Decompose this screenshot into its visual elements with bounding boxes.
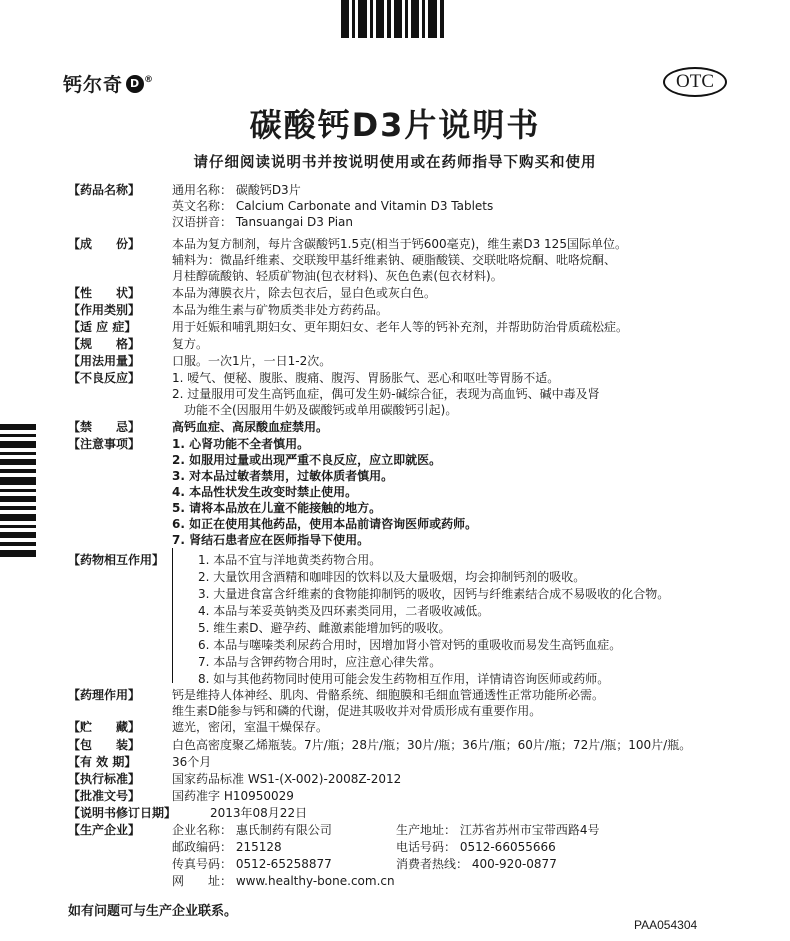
interactions-bracket (172, 548, 188, 683)
section-label: 【禁 忌】 (68, 420, 141, 434)
phone-number: 电话号码： 0512-66055666 (396, 840, 556, 854)
precaution-item: 3. 对本品过敏者禁用，过敏体质者慎用。 (172, 469, 394, 483)
precaution-item: 2. 如服用过量或出现严重不良反应，应立即就医。 (172, 453, 442, 467)
postcode: 邮政编码： 215128 (172, 840, 282, 854)
dosage-text: 口服。一次1片，一日1-2次。 (172, 354, 332, 368)
section-contraindications (68, 419, 768, 435)
section-label: 【贮 藏】 (68, 720, 141, 734)
contraindications-text: 高钙血症、高尿酸血症禁用。 (172, 420, 329, 434)
pharmacology-line: 钙是维持人体神经、肌肉、骨骼系统、细胞膜和毛细血管通透性正常功能所必需。 (172, 688, 605, 702)
section-label: 【药物相互作用】 (68, 553, 165, 567)
section-label: 【药品名称】 (68, 183, 141, 197)
section-label: 【批准文号】 (68, 789, 141, 803)
precaution-item: 4. 本品性状发生改变时禁止使用。 (172, 485, 358, 499)
pharmacology-line: 维生素D能参与钙和磷的代谢，促进其吸收并对骨质形成有重要作用。 (172, 704, 542, 718)
footer-contact-note: 如有问题可与生产企业联系。 (68, 904, 238, 919)
section-package (68, 737, 768, 753)
storage-text: 遮光，密闭，室温干燥保存。 (172, 720, 329, 734)
section-label: 【包 装】 (68, 738, 141, 752)
interaction-item: 5. 维生素D、避孕药、雌激素能增加钙的吸收。 (198, 621, 451, 635)
section-manufacturer (68, 822, 768, 886)
section-ingredients (68, 236, 768, 284)
interaction-item: 3. 大量进食富含纤维素的食物能抑制钙的吸收，因钙与纤维素结合成不易吸收的化合物。 (198, 587, 670, 601)
package-text: 白色高密度聚乙烯瓶装。7片/瓶；28片/瓶；30片/瓶；36片/瓶；60片/瓶；72片/瓶；100片/瓶。 (172, 738, 692, 752)
document-subtitle: 请仔细阅读说明书并按说明使用或在药师指导下购买和使用 (193, 155, 597, 171)
document-title: 碳酸钙D3片说明书 (249, 106, 541, 144)
interaction-item: 7. 本品与含钾药物合用时，应注意心律失常。 (198, 655, 442, 669)
interaction-item: 4. 本品与苯妥英钠类及四环素类同用，二者吸收减低。 (198, 604, 490, 618)
section-label: 【药理作用】 (68, 688, 141, 702)
section-category (68, 302, 768, 318)
section-drug-name (68, 182, 768, 230)
appearance-text: 本品为薄膜衣片，除去包衣后，显白色或灰白色。 (172, 286, 437, 300)
section-validity (68, 754, 768, 770)
adverse-line: 功能不全(因服用牛奶及碳酸钙或单用碳酸钙引起)。 (184, 403, 458, 417)
indications-text: 用于妊娠和哺乳期妇女、更年期妇女、老年人等的钙补充剂，并帮助防治骨质疏松症。 (172, 320, 629, 334)
precaution-item: 1. 心肾功能不全者慎用。 (172, 437, 310, 451)
approval-text: 国药准字 H10950029 (172, 789, 294, 803)
precaution-item: 6. 如正在使用其他药品，使用本品前请咨询医师或药师。 (172, 517, 478, 531)
consumer-hotline: 消费者热线： 400-920-0877 (396, 857, 557, 871)
side-barcode (0, 424, 36, 602)
section-standard (68, 771, 768, 787)
section-label: 【注意事项】 (68, 437, 141, 451)
section-label: 【生产企业】 (68, 823, 141, 837)
adverse-line: 1. 嗳气、便秘、腹胀、腹痛、腹泻、胃肠胀气、恶心和呕吐等胃肠不适。 (172, 371, 560, 385)
ingredients-line: 月桂醇硫酸钠、轻质矿物油(包衣材料)、灰色色素(包衣材料)。 (172, 269, 503, 283)
website: 网 址： www.healthy-bone.com.cn (172, 874, 395, 888)
section-label: 【有 效 期】 (68, 755, 137, 769)
generic-name: 通用名称： 碳酸钙D3片 (172, 183, 301, 197)
ingredients-line: 辅料为：微晶纤维素、交联羧甲基纤维素钠、硬脂酸镁、交联吡咯烷酮、吡咯烷酮、 (172, 253, 617, 267)
validity-text: 36个月 (172, 755, 212, 769)
otc-badge: OTC (663, 67, 727, 97)
registered-mark: ® (144, 74, 155, 85)
precaution-item: 5. 请将本品放在儿童不能接触的地方。 (172, 501, 382, 515)
section-specification (68, 336, 768, 352)
section-label: 【规 格】 (68, 337, 141, 351)
section-label: 【说明书修订日期】 (68, 806, 177, 820)
interaction-item: 2. 大量饮用含酒精和咖啡因的饮料以及大量吸烟，均会抑制钙剂的吸收。 (198, 570, 586, 584)
english-name: 英文名称： Calcium Carbonate and Vitamin D3 Tablets (172, 199, 494, 213)
brand-name: 钙尔奇 (63, 74, 124, 96)
section-label: 【用法用量】 (68, 354, 141, 368)
ingredients-line: 本品为复方制剂，每片含碳酸钙1.5克(相当于钙600毫克)，维生素D3 125国际单位。 (172, 237, 627, 251)
interaction-item: 6. 本品与噻嗪类利尿药合用时，因增加肾小管对钙的重吸收而易发生高钙血症。 (198, 638, 622, 652)
section-approval (68, 788, 768, 804)
company-address: 生产地址： 江苏省苏州市宝带西路4号 (396, 823, 600, 837)
precaution-item: 7. 肾结石患者应在医师指导下使用。 (172, 533, 370, 547)
pinyin-name: 汉语拼音： Tansuangai D3 Pian (172, 215, 354, 229)
revision-date: 2013年08月22日 (210, 806, 308, 820)
brand-logo (63, 70, 154, 97)
section-label: 【不良反应】 (68, 371, 141, 385)
section-label: 【成 份】 (68, 237, 141, 251)
section-dosage (68, 353, 768, 369)
fax-number: 传真号码： 0512-65258877 (172, 857, 332, 871)
document-code: PAA054304 (634, 918, 698, 932)
specification-text: 复方。 (172, 337, 209, 351)
section-pharmacology (68, 687, 768, 719)
section-storage (68, 719, 768, 735)
section-precautions (68, 436, 768, 548)
interaction-item: 1. 本品不宜与洋地黄类药物合用。 (198, 553, 382, 567)
section-revision-date (68, 805, 768, 821)
section-label: 【执行标准】 (68, 772, 141, 786)
standard-text: 国家药品标准 WS1-(X-002)-2008Z-2012 (172, 772, 402, 786)
interaction-item: 8. 如与其他药物同时使用可能会发生药物相互作用，详情请咨询医师或药师。 (198, 672, 610, 686)
section-label: 【性 状】 (68, 286, 141, 300)
section-label: 【作用类别】 (68, 303, 141, 317)
brand-d-mark: D (126, 75, 144, 93)
section-appearance (68, 285, 768, 301)
category-text: 本品为维生素与矿物质类非处方药药品。 (172, 303, 389, 317)
top-barcode (341, 0, 447, 38)
section-label: 【适 应 症】 (68, 320, 137, 334)
company-name: 企业名称： 惠氏制药有限公司 (172, 823, 332, 837)
adverse-line: 2. 过量服用可发生高钙血症，偶可发生奶-碱综合征，表现为高血钙、碱中毒及肾 (172, 387, 600, 401)
section-adverse-reactions (68, 370, 768, 418)
section-indications (68, 319, 768, 335)
